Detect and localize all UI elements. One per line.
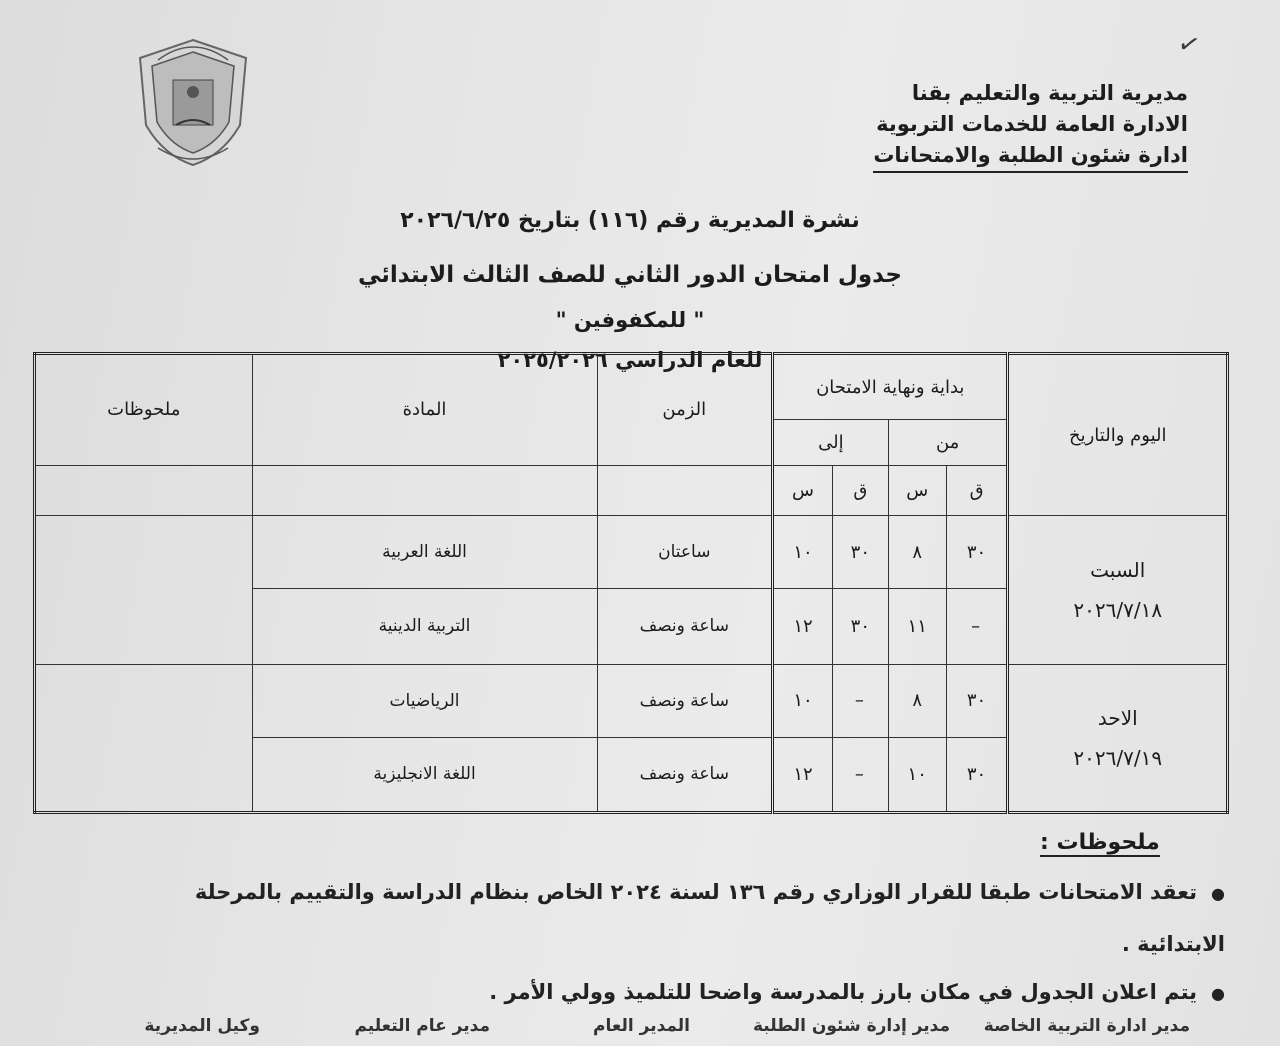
duration-cell: ساعة ونصف [597, 664, 773, 737]
note-item-continuation: الابتدائية . [1121, 932, 1225, 956]
general-admin-line: الادارة العامة للخدمات التربوية [876, 112, 1188, 136]
audience-label: " للمكفوفين " [555, 308, 705, 332]
exam-date: ٢٠٢٦/٧/١٨ [1073, 597, 1163, 622]
header-duration: الزمن [597, 354, 773, 466]
empty-cell [597, 465, 773, 515]
from-minute: ٣٠ [946, 664, 1008, 737]
header-to-hour: س [773, 465, 833, 515]
from-hour: ٨ [888, 664, 946, 737]
academic-year: للعام الدراسي ٢٠٢٥/٢٠٢٦ [497, 348, 763, 372]
from-hour: ١١ [888, 589, 946, 664]
notes-cell [35, 664, 253, 812]
duration-cell: ساعتان [597, 516, 773, 589]
table-row [35, 664, 1228, 737]
day-date-cell [1008, 664, 1228, 812]
to-minute: ٣٠ [832, 516, 888, 589]
to-minute: ٣٠ [832, 589, 888, 664]
signature-education-director: مدير عام التعليم [354, 1016, 490, 1036]
header-from: من [888, 420, 1008, 466]
signature-deputy: وكيل المديرية [144, 1016, 260, 1036]
to-hour: ١٢ [773, 589, 833, 664]
header-to: إلى [773, 420, 889, 466]
to-hour: ١٢ [773, 737, 833, 812]
note-item: ●تعقد الامتحانات طبقا للقرار الوزاري رقم ١٣٦ لسنة ٢٠٢٤ الخاص بنظام الدراسة والتقييم بالمرحلة [194, 880, 1225, 904]
subject-cell: التربية الدينية [252, 589, 597, 664]
department-line: ادارة شئون الطلبة والامتحانات [873, 140, 1188, 173]
signature-row [60, 1016, 1190, 1046]
header-to-minute: ق [832, 465, 888, 515]
bullet-icon: ● [1211, 884, 1225, 903]
header-day-date: اليوم والتاريخ [1008, 354, 1228, 516]
to-minute: – [832, 664, 888, 737]
empty-cell [35, 465, 253, 515]
bullet-icon: ● [1211, 984, 1225, 1003]
directorate-line: مديرية التربية والتعليم بقنا [911, 81, 1188, 105]
subject-cell: اللغة العربية [252, 516, 597, 589]
header-subject: المادة [252, 354, 597, 466]
notes-heading: ملحوظات : [1040, 830, 1160, 855]
from-hour: ١٠ [888, 737, 946, 812]
from-minute: ٣٠ [946, 516, 1008, 589]
table-row [35, 516, 1228, 589]
signature-special-education: مدير ادارة التربية الخاصة [983, 1016, 1190, 1036]
bulletin-number: نشرة المديرية رقم (١١٦) بتاريخ ٢٠٢٦/٦/٢٥ [400, 208, 860, 233]
to-hour: ١٠ [773, 516, 833, 589]
signature-general-manager: المدير العام [593, 1016, 690, 1036]
header-from-minute: ق [946, 465, 1008, 515]
from-minute: – [946, 589, 1008, 664]
header-start-end: بداية ونهاية الامتحان [773, 354, 1008, 420]
duration-cell: ساعة ونصف [597, 589, 773, 664]
exam-schedule-table [33, 352, 1229, 814]
ministry-seal-icon [128, 30, 258, 170]
notes-cell [35, 516, 253, 664]
header-notes: ملحوظات [35, 354, 253, 466]
duration-cell: ساعة ونصف [597, 737, 773, 812]
header-from-hour: س [888, 465, 946, 515]
signature-student-affairs: مدير إدارة شئون الطلبة [752, 1016, 950, 1036]
check-mark-icon: ✓ [1174, 27, 1204, 63]
subject-cell: اللغة الانجليزية [252, 737, 597, 812]
empty-cell [252, 465, 597, 515]
day-name: الاحد [1097, 705, 1138, 730]
issuer-header [808, 78, 1188, 173]
exam-date: ٢٠٢٦/٧/١٩ [1073, 745, 1163, 770]
to-minute: – [832, 737, 888, 812]
to-hour: ١٠ [773, 664, 833, 737]
day-date-cell [1008, 516, 1228, 664]
day-name: السبت [1090, 557, 1146, 582]
note-item: ●يتم اعلان الجدول في مكان بارز بالمدرسة واضحا للتلميذ وولي الأمر . [489, 980, 1225, 1004]
from-hour: ٨ [888, 516, 946, 589]
subject-cell: الرياضيات [252, 664, 597, 737]
from-minute: ٣٠ [946, 737, 1008, 812]
schedule-title: جدول امتحان الدور الثاني للصف الثالث الابتدائي [357, 262, 903, 288]
